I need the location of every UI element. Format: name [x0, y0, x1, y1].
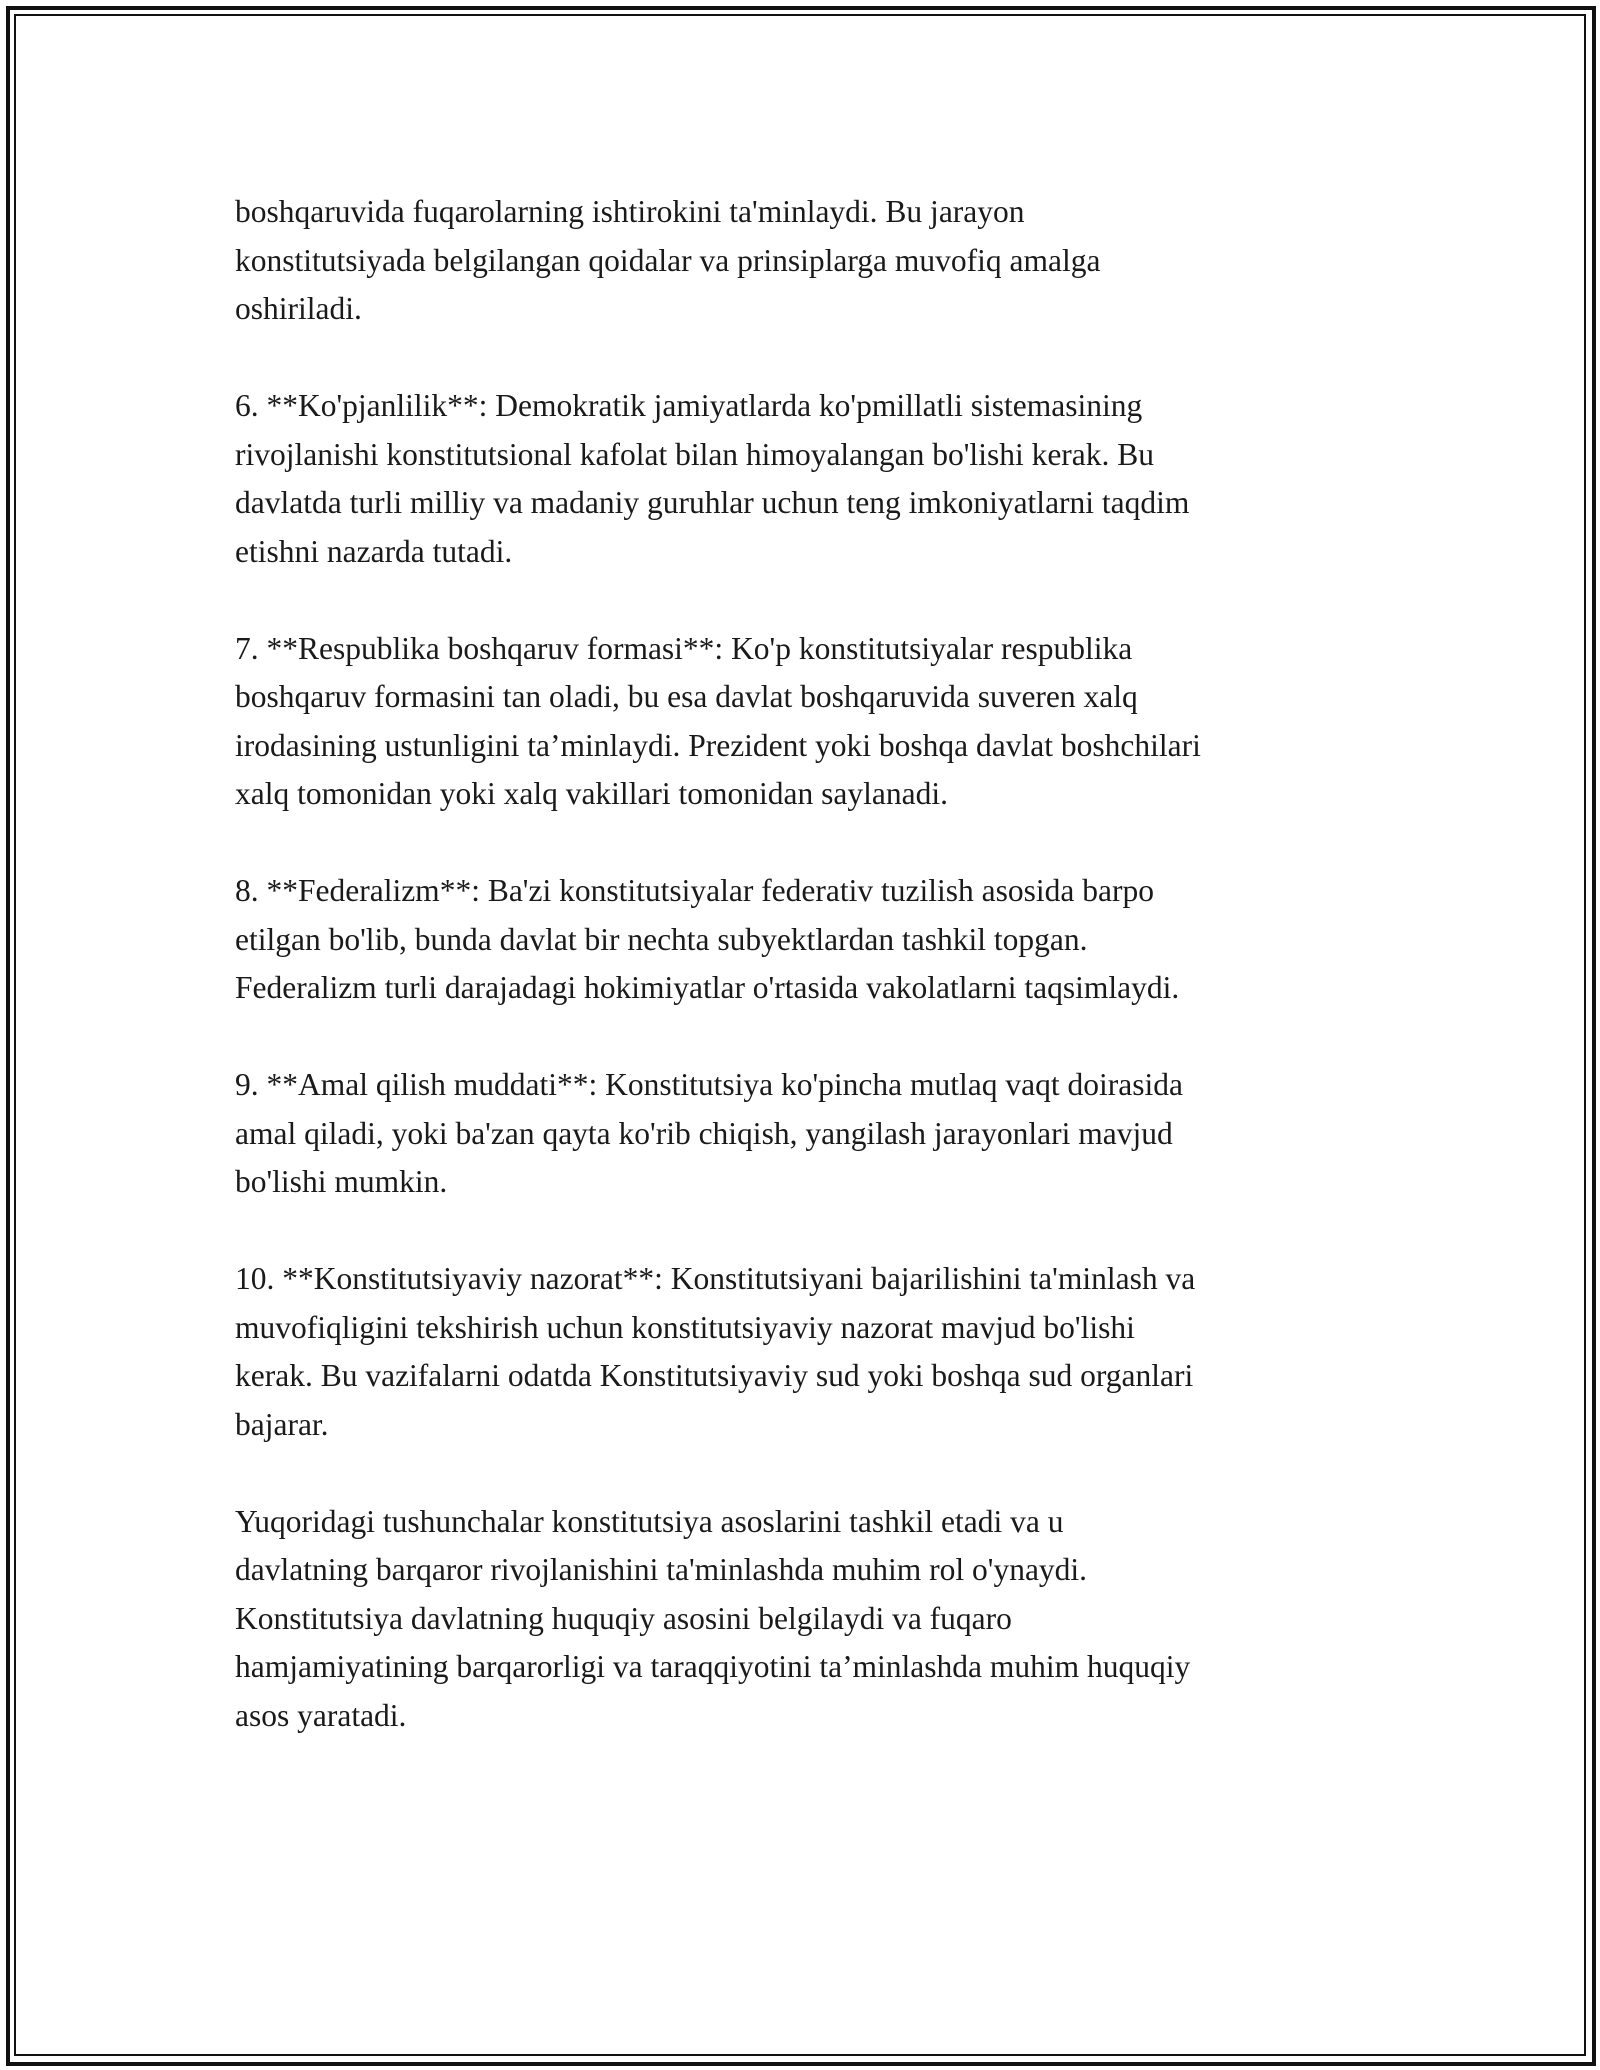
paragraph-item-6: 6. **Ko'pjanlilik**: Demokratik jamiyatlarda ko'pmillatli sistemasining rivojlanishi konstitutsional kafolat bilan himoyalangan bo'lishi kerak. Bu davlatda turli milliy va madaniy guruhlar uchun teng imkoniyatlarni taqdim etishni nazarda tutadi.	[235, 388, 1190, 569]
paragraph-item-7: 7. **Respublika boshqaruv formasi**: Ko'p konstitutsiyalar respublika boshqaruv formasini tan oladi, bu esa davlat boshqaruvida suveren xalq irodasining ustunligini ta’minlaydi. Prezident yoki boshqa davlat boshchilari xalq tomonidan yoki xalq vakillari tomonidan saylanadi.	[235, 630, 1201, 811]
document-body	[235, 188, 1365, 1789]
paragraph-item-10: 10. **Konstitutsiyaviy nazorat**: Konstitutsiyani bajarilishini ta'minlash va muvofiqligini tekshirish uchun konstitutsiyaviy nazorat mavjud bo'lishi kerak. Bu vazifalarni odatda Konstitutsiyaviy sud yoki boshqa sud organlari bajarar.	[235, 1261, 1196, 1442]
paragraph-item-8: 8. **Federalizm**: Ba'zi konstitutsiyalar federativ tuzilish asosida barpo etilgan bo'lib, bunda davlat bir nechta subyektlardan tashkil topgan. Federalizm turli darajadagi hokimiyatlar o'rtasida vakolatlarni taqsimlaydi.	[235, 873, 1180, 1005]
paragraph-conclusion: Yuqoridagi tushunchalar konstitutsiya asoslarini tashkil etadi va u davlatning barqaror rivojlanishini ta'minlashda muhim rol o'ynaydi. Konstitutsiya davlatning huquqiy asosini belgilaydi va fuqaro hamjamiyatining barqarorligi va taraqqiyotini ta’minlashda muhim huquqiy asos yaratadi.	[235, 1503, 1191, 1733]
paragraph-item-9: 9. **Amal qilish muddati**: Konstitutsiya ko'pincha mutlaq vaqt doirasida amal qiladi, yoki ba'zan qayta ko'rib chiqish, yangilash jarayonlari mavjud bo'lishi mumkin.	[235, 1067, 1183, 1199]
paragraph-continuation: boshqaruvida fuqarolarning ishtirokini ta'minlaydi. Bu jarayon konstitutsiyada belgilangan qoidalar va prinsiplarga muvofiq amalga oshiriladi.	[235, 194, 1101, 326]
